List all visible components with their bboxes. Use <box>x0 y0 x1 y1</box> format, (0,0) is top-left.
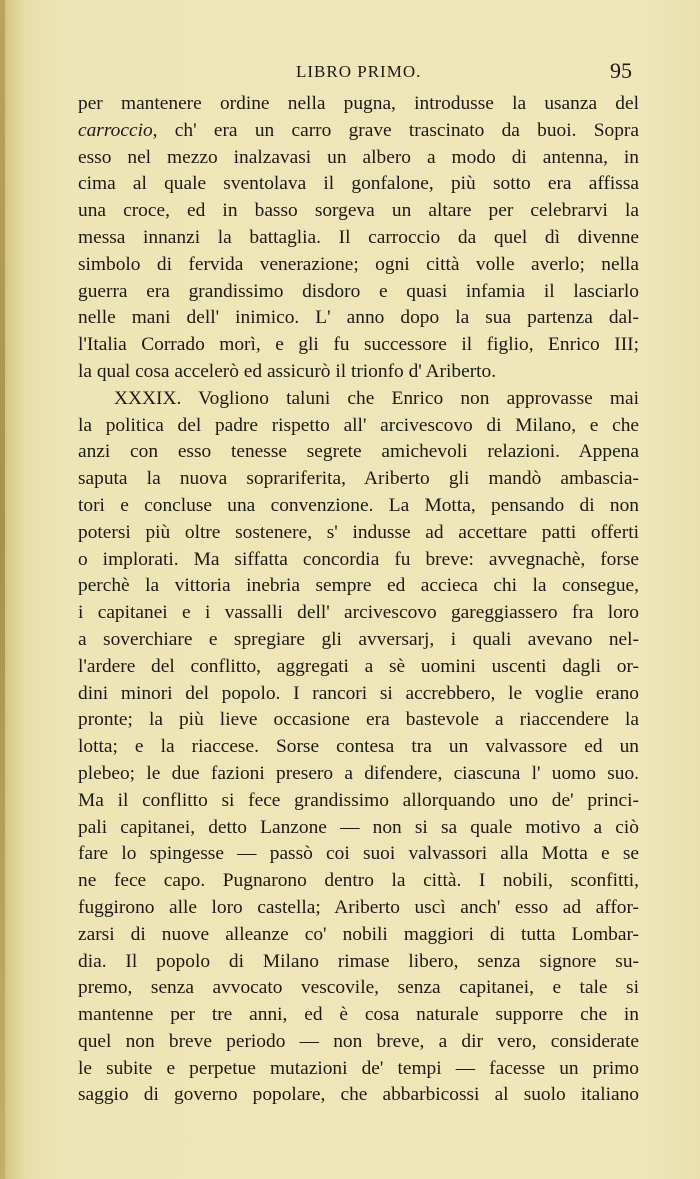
text-line: saputa la nuova soprariferita, Ariberto gli mandò ambascia- <box>78 468 639 490</box>
text-line: Ma il conflitto si fece grandissimo allorquando uno de' princi- <box>78 789 639 811</box>
text-line: pronte; la più lieve occasione era bastevole a riaccendere la <box>78 709 639 731</box>
text-line: premo, senza avvocato vescovile, senza capitanei, e tale si <box>78 977 639 999</box>
text-line: messa innanzi la battaglia. Il carroccio da quel dì divenne <box>78 226 639 248</box>
italic-term: carroccio <box>78 119 153 141</box>
text-line: simbolo di fervida venerazione; ogni città volle averlo; nella <box>78 253 639 275</box>
text-line: l'ardere del conflitto, aggregati a sè uomini uscenti dagli or- <box>78 655 639 677</box>
text-line: anzi con esso tenesse segrete amichevoli relazioni. Appena <box>78 441 639 463</box>
text-line: tori e concluse una convenzione. La Motta, pensando di non <box>78 494 639 516</box>
text-line: dia. Il popolo di Milano rimase libero, senza signore su- <box>78 950 639 972</box>
body-text <box>78 91 639 1109</box>
text-line: guerra era grandissimo disdoro e quasi infamia il lasciarlo <box>78 280 639 302</box>
text-line: fuggirono alle loro castella; Ariberto uscì anch' esso ad affor- <box>78 896 639 918</box>
text-line: zarsi di nuove alleanze co' nobili maggiori di tutta Lombar- <box>78 923 639 945</box>
text-line: pali capitanei, detto Lanzone — non si sa quale motivo a ciò <box>78 816 639 838</box>
text-line: una croce, ed in basso sorgeva un altare per celebrarvi la <box>78 200 639 222</box>
text-line: le subite e perpetue mutazioni de' tempi — facesse un primo <box>78 1057 639 1079</box>
text-line: per mantenere ordine nella pugna, introdusse la usanza del <box>78 93 639 114</box>
text-line: l'Italia Corrado morì, e gli fu successore il figlio, Enrico III; <box>78 334 639 356</box>
text-line: nelle mani dell' inimico. L' anno dopo la sua partenza dal- <box>78 307 639 329</box>
text-line: lotta; e la riaccese. Sorse contesa tra un valvassore ed un <box>78 736 639 758</box>
text-line: dini minori del popolo. I rancori si accrebbero, le voglie erano <box>78 682 639 704</box>
text-line: quel non breve periodo — non breve, a dir vero, considerate <box>78 1030 639 1052</box>
page-spine-shadow <box>0 0 5 1179</box>
text-line: plebeo; le due fazioni presero a difendere, ciascuna l' uomo suo. <box>78 762 639 784</box>
text-line: mantenne per tre anni, ed è cosa naturale supporre che in <box>78 1004 639 1026</box>
page-number: 95 <box>610 58 632 83</box>
running-title: LIBRO PRIMO. <box>296 62 422 81</box>
page-header <box>0 60 700 86</box>
text-line-rest: , ch' era un carro grave trascinato da buoi. Sopra <box>152 119 639 141</box>
text-line: esso nel mezzo inalzavasi un albero a modo di antenna, in <box>78 146 639 168</box>
text-line: o implorati. Ma siffatta concordia fu breve: avvegnachè, forse <box>78 548 639 570</box>
paragraph-end-line: la qual cosa accelerò ed assicurò il trionfo d' Ariberto. <box>78 360 497 382</box>
text-line: perchè la vittoria inebria sempre ed accieca chi la consegue, <box>78 575 639 597</box>
text-line: ne fece capo. Pugnarono dentro la città. I nobili, sconfitti, <box>78 870 639 892</box>
text-line: i capitanei e i vassalli dell' arcivescovo gareggiassero fra loro <box>78 602 639 624</box>
text-line <box>78 118 639 145</box>
text-line: saggio di governo popolare, che abbarbicossi al suolo italiano <box>78 1084 639 1106</box>
text-line: cima al quale sventolava il gonfalone, più sotto era affissa <box>78 173 639 195</box>
text-line: la politica del padre rispetto all' arcivescovo di Milano, e che <box>78 414 639 436</box>
text-line: potersi più oltre sostenere, s' indusse ad accettare patti offerti <box>78 521 639 543</box>
text-line: fare lo spingesse — passò coi suoi valvassori alla Motta e se <box>78 843 639 865</box>
text-line: a soverchiare e spregiare gli avversarj, i quali avevano nel- <box>78 628 639 650</box>
section-start-line: XXXIX. Vogliono taluni che Enrico non approvasse mai <box>114 387 639 409</box>
